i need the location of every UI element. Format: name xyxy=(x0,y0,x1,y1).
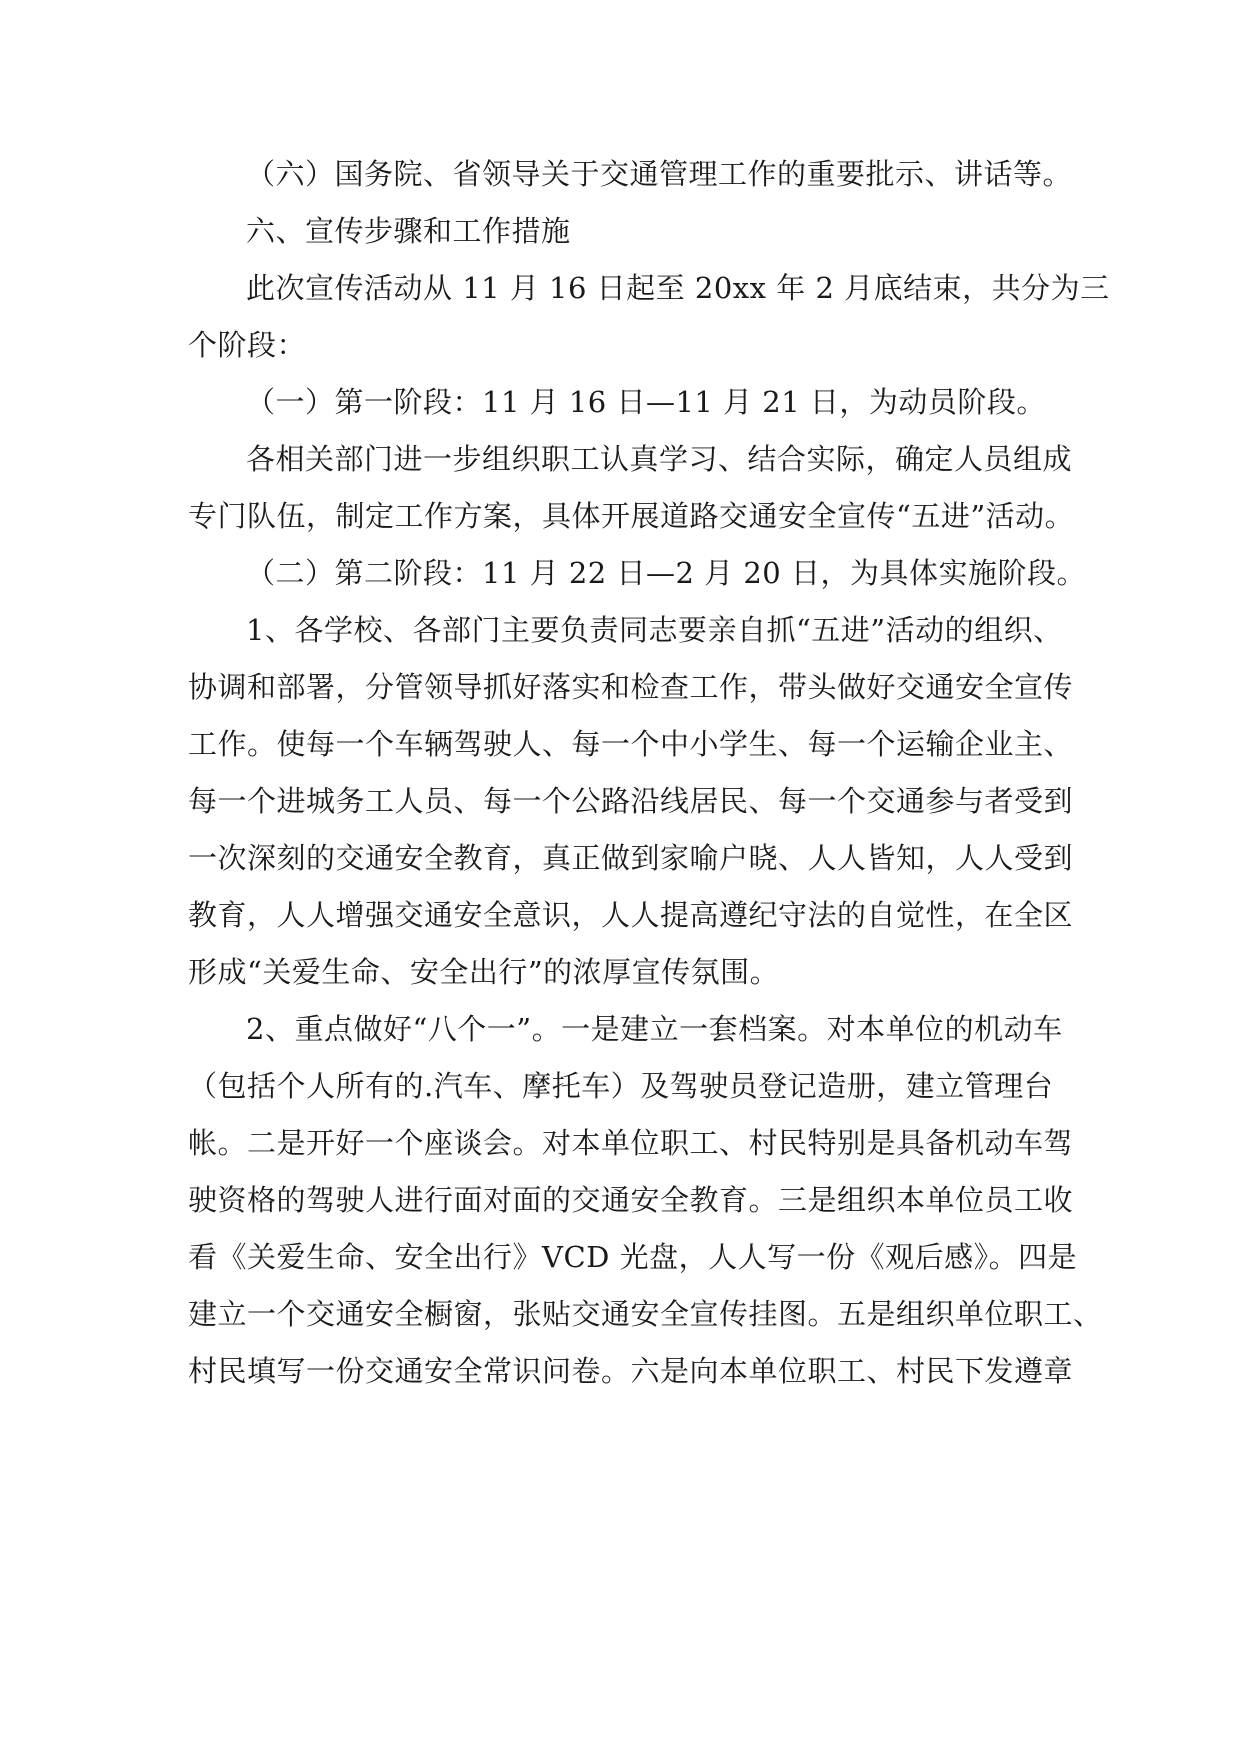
text-line: 1、各学校、各部门主要负责同志要亲自抓“五进”活动的组织、 xyxy=(246,613,1063,647)
text-line: 2、重点做好“八个一”。一是建立一套档案。对本单位的机动车 xyxy=(246,1012,1063,1046)
text-line: 此次宣传活动从 11 月 16 日起至 20xx 年 2 月底结束，共分为三 xyxy=(246,271,1110,305)
text-line: 村民填写一份交通安全常识问卷。六是向本单位职工、村民下发遵章 xyxy=(188,1354,1074,1388)
text-line: （六）国务院、省领导关于交通管理工作的重要批示、讲话等。 xyxy=(246,157,1073,191)
text-line: 协调和部署，分管领导抓好落实和检查工作，带头做好交通安全宣传 xyxy=(188,670,1074,704)
text-line: 专门队伍，制定工作方案，具体开展道路交通安全宣传“五进”活动。 xyxy=(188,499,1075,533)
text-line: 驶资格的驾驶人进行面对面的交通安全教育。三是组织本单位员工收 xyxy=(188,1183,1074,1217)
text-line: 教育，人人增强交通安全意识，人人提高遵纪守法的自觉性，在全区 xyxy=(188,898,1074,932)
text-line: 形成“关爱生命、安全出行”的浓厚宣传氛围。 xyxy=(188,955,780,989)
text-line: 看《关爱生命、安全出行》VCD 光盘，人人写一份《观后感》。四是 xyxy=(188,1240,1078,1274)
text-line: （二）第二阶段：11 月 22 日—2 月 20 日，为具体实施阶段。 xyxy=(246,556,1086,590)
text-line: 各相关部门进一步组织职工认真学习、结合实际，确定人员组成 xyxy=(246,442,1073,476)
text-line: 个阶段： xyxy=(188,328,307,362)
section-heading: 六、宣传步骤和工作措施 xyxy=(246,214,571,248)
text-line: （包括个人所有的.汽车、摩托车）及驾驶员登记造册，建立管理台 xyxy=(188,1069,1054,1103)
text-line: 建立一个交通安全橱窗，张贴交通安全宣传挂图。五是组织单位职工、 xyxy=(188,1297,1103,1331)
text-line: （一）第一阶段：11 月 16 日—11 月 21 日，为动员阶段。 xyxy=(246,385,1046,419)
text-line: 工作。使每一个车辆驾驶人、每一个中小学生、每一个运输企业主、 xyxy=(188,727,1074,761)
text-line: 每一个进城务工人员、每一个公路沿线居民、每一个交通参与者受到 xyxy=(188,784,1074,818)
text-line: 帐。二是开好一个座谈会。对本单位职工、村民特别是具备机动车驾 xyxy=(188,1126,1074,1160)
text-line: 一次深刻的交通安全教育，真正做到家喻户晓、人人皆知，人人受到 xyxy=(188,841,1074,875)
